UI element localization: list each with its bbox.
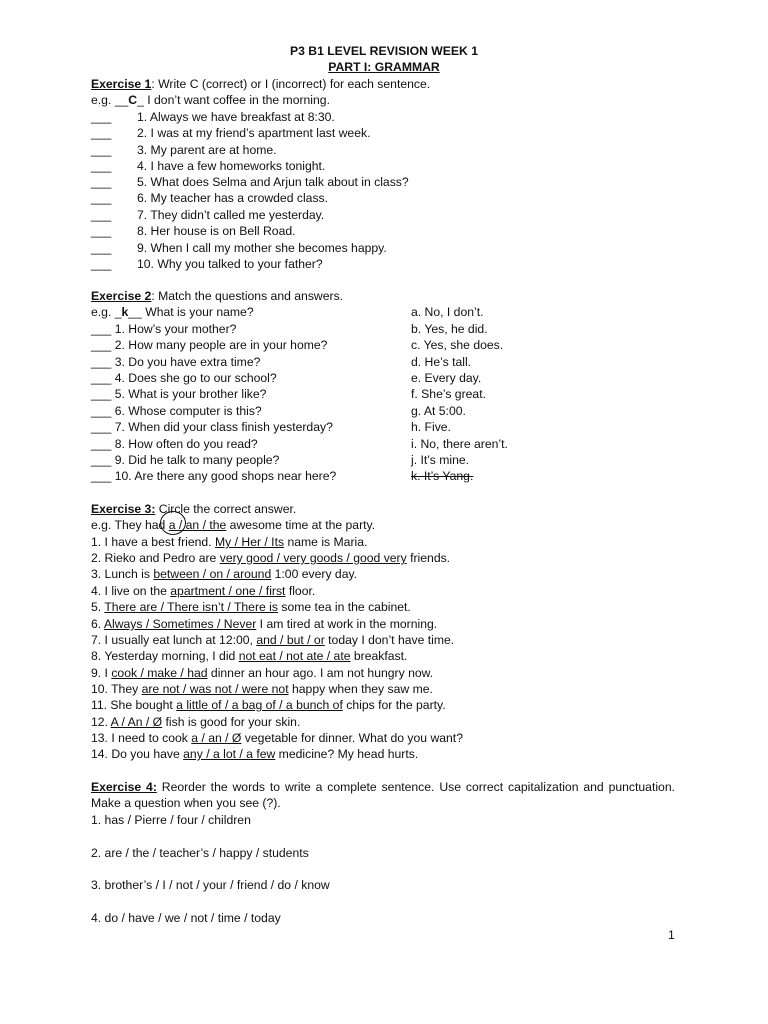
list-item: ___ 5. What does Selma and Arjun talk about in class?: [91, 175, 409, 189]
list-item: 9. I cook / make / had dinner an hour ago. I am not hungry now.: [91, 666, 434, 680]
list-item: ___ 3. My parent are at home.: [91, 143, 277, 157]
list-item: d. He’s tall.: [411, 355, 472, 369]
list-item: ___ 6. My teacher has a crowded class.: [91, 191, 329, 205]
answer-circle-mark: [160, 511, 186, 535]
list-item: 11. She bought a little of / a bag of / a bunch of chips for the party.: [91, 698, 446, 712]
list-item: 10. They are not / was not / were not happy when they saw me.: [91, 682, 433, 696]
list-item-used-example: k. It’s Yang.: [411, 469, 474, 483]
list-item: ___ 9. Did he talk to many people?: [91, 453, 280, 467]
list-item: ___ 10. Why you talked to your father?: [91, 257, 323, 271]
list-item: 14. Do you have any / a lot / a few medicine? My head hurts.: [91, 747, 419, 761]
list-item: ___ 8. How often do you read?: [91, 437, 258, 451]
ex1-heading: Exercise 1: Write C (correct) or I (incorrect) for each sentence.: [91, 77, 431, 91]
ex2-heading: Exercise 2: Match the questions and answers.: [91, 289, 344, 303]
list-item: 4. do / have / we / not / time / today: [91, 911, 281, 925]
list-item: ___ 1. Always we have breakfast at 8:30.: [91, 110, 335, 124]
list-item: 7. I usually eat lunch at 12:00, and / but / or today I don’t have time.: [91, 633, 455, 647]
list-item: i. No, there aren’t.: [411, 437, 508, 451]
list-item: 3. Lunch is between / on / around 1:00 every day.: [91, 567, 358, 581]
list-item: ___ 4. Does she go to our school?: [91, 371, 277, 385]
list-item: ___ 5. What is your brother like?: [91, 387, 267, 401]
list-item: 5. There are / There isn’t / There is some tea in the cabinet.: [91, 600, 411, 614]
list-item: 12. A / An / Ø fish is good for your skin.: [91, 715, 301, 729]
list-item: ___ 1. How’s your mother?: [91, 322, 237, 336]
list-item: 2. are / the / teacher’s / happy / students: [91, 846, 309, 860]
list-item: ___ 2. I was at my friend’s apartment last week.: [91, 126, 371, 140]
list-item: 1. has / Pierre / four / children: [91, 813, 251, 827]
worksheet-title: P3 B1 LEVEL REVISION WEEK 1: [289, 44, 479, 58]
ex1-example: e.g. __C_ I don’t want coffee in the morning.: [91, 93, 330, 107]
list-item: 2. Rieko and Pedro are very good / very goods / good very friends.: [91, 551, 451, 565]
list-item: ___ 7. When did your class finish yesterday?: [91, 420, 333, 434]
ex4-heading: Exercise 4: Reorder the words to write a complete sentence. Use correct capitalization and punctuation. Make a question when you see (?).: [91, 780, 675, 810]
list-item: 6. Always / Sometimes / Never I am tired at work in the morning.: [91, 617, 438, 631]
list-item: a. No, I don’t.: [411, 305, 484, 319]
ex3-example: e.g. They had a / an / the awesome time at the party.: [91, 518, 376, 532]
list-item: ___ 8. Her house is on Bell Road.: [91, 224, 296, 238]
ex2-example: e.g. _k__ What is your name?: [91, 305, 254, 319]
list-item: 4. I live on the apartment / one / first floor.: [91, 584, 316, 598]
list-item: ___ 6. Whose computer is this?: [91, 404, 262, 418]
list-item: ___ 3. Do you have extra time?: [91, 355, 261, 369]
list-item: ___ 10. Are there any good shops near here?: [91, 469, 337, 483]
list-item: 13. I need to cook a / an / Ø vegetable for dinner. What do you want?: [91, 731, 463, 745]
list-item: 1. I have a best friend. My / Her / Its name is Maria.: [91, 535, 368, 549]
list-item: ___ 9. When I call my mother she becomes happy.: [91, 241, 387, 255]
list-item: ___ 4. I have a few homeworks tonight.: [91, 159, 326, 173]
list-item: c. Yes, she does.: [411, 338, 504, 352]
list-item: 8. Yesterday morning, I did not eat / not ate / ate breakfast.: [91, 649, 408, 663]
part-heading: PART I: GRAMMAR: [328, 60, 440, 74]
page-number: 1: [668, 928, 675, 942]
list-item: f. She’s great.: [411, 387, 486, 401]
list-item: g. At 5:00.: [411, 404, 466, 418]
list-item: 3. brother’s / I / not / your / friend / do / know: [91, 878, 330, 892]
list-item: b. Yes, he did.: [411, 322, 488, 336]
list-item: ___ 2. How many people are in your home?: [91, 338, 328, 352]
list-item: h. Five.: [411, 420, 451, 434]
list-item: ___ 7. They didn’t called me yesterday.: [91, 208, 325, 222]
list-item: j. It’s mine.: [411, 453, 470, 467]
ex3-heading: Exercise 3: Circle the correct answer.: [91, 502, 297, 516]
list-item: e. Every day.: [411, 371, 482, 385]
